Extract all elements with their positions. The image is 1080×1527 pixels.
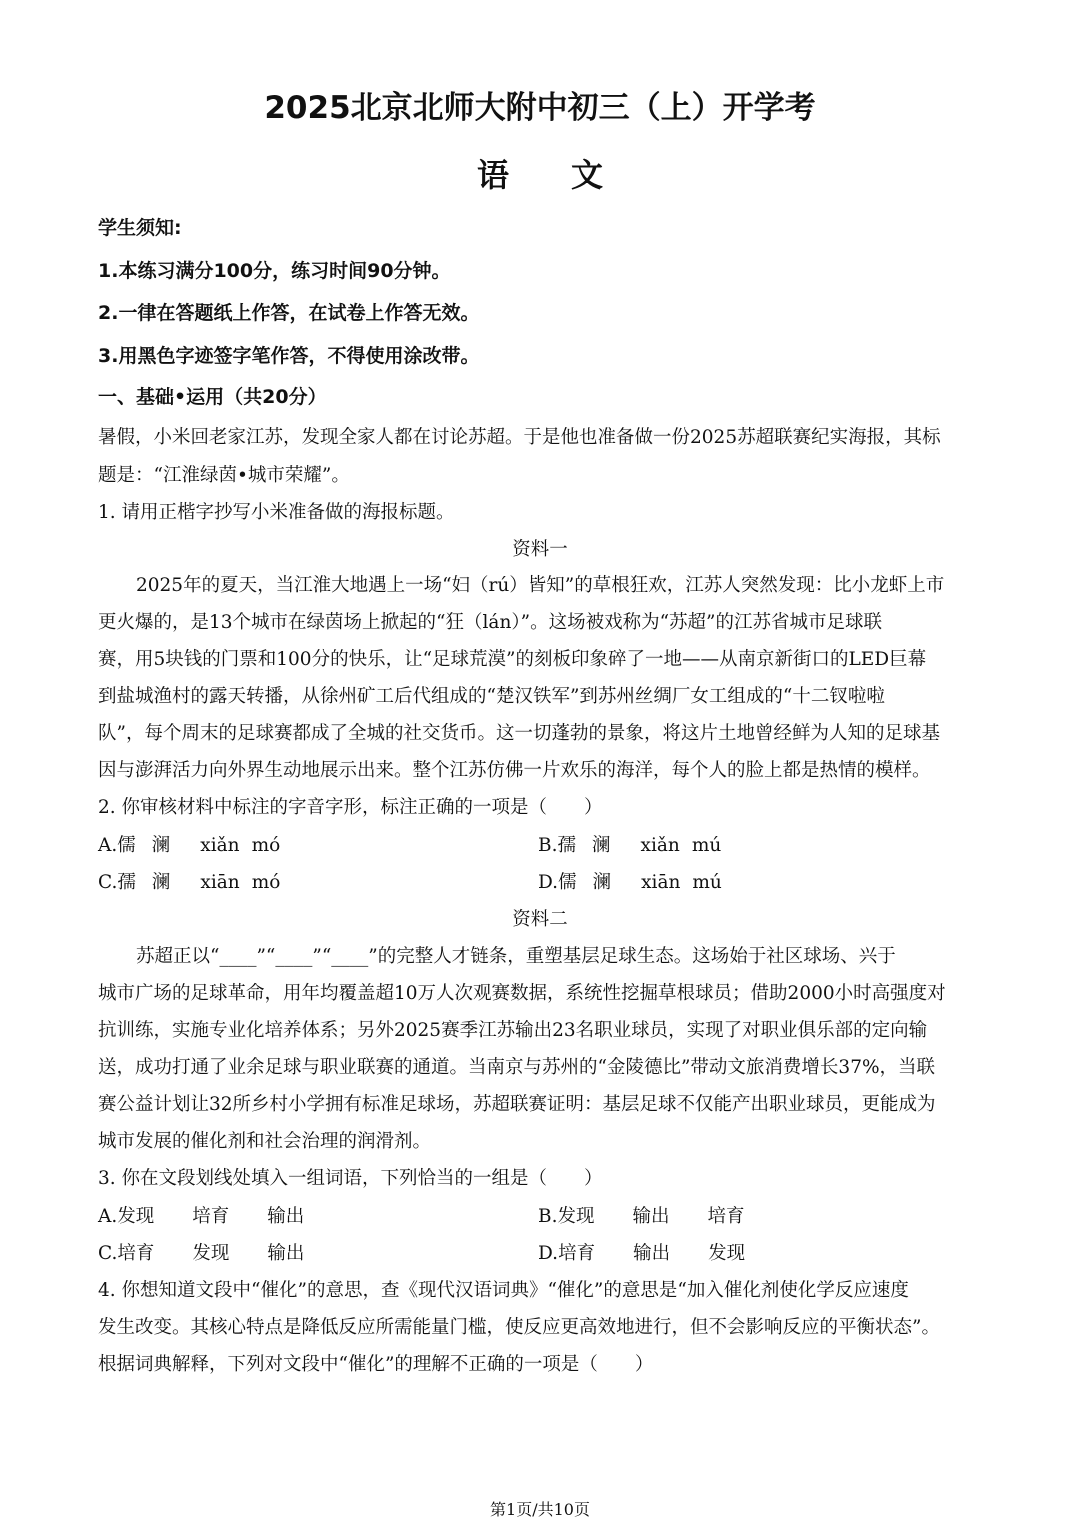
material-2-line: 送，成功打通了业余足球与职业联赛的通道。当南京与苏州的“金陵德比”带动文旅消费增长37%，当联 bbox=[98, 1057, 936, 1078]
question-4-line: 根据词典解释，下列对文段中“催化”的理解不正确的一项是（ ） bbox=[98, 1354, 654, 1375]
material-2-line: 抗训练，实施专业化培养体系；另外2025赛季江苏输出23名职业球员，实现了对职业俱乐部的定向输 bbox=[98, 1020, 928, 1041]
material-2-line: 赛公益计划让32所乡村小学拥有标准足球场，苏超联赛证明：基层足球不仅能产出职业球员，更能成为 bbox=[98, 1094, 936, 1115]
material-2-line: 苏超正以“____”“____”“____”的完整人才链条，重塑基层足球生态。这场始于社区球场、兴于 bbox=[136, 946, 896, 967]
material-1-line: 2025年的夏天，当江淮大地遇上一场“妇（rú）皆知”的草根狂欢，江苏人突然发现：比小龙虾上市 bbox=[136, 575, 945, 596]
section-intro-line: 暑假，小米回老家江苏，发现全家人都在讨论苏超。于是他也准备做一份2025苏超联赛纪实海报，其标 bbox=[98, 427, 941, 448]
material-1-line: 队”，每个周末的足球赛都成了全城的社交货币。这一切蓬勃的景象，将这片土地曾经鲜为人知的足球基 bbox=[98, 723, 940, 744]
page-footer: 第1页/共10页 bbox=[490, 1500, 590, 1519]
question-2: 2. 你审核材料中标注的字音字形，标注正确的一项是（ ） bbox=[98, 797, 603, 818]
material-2-line: 城市广场的足球革命，用年均覆盖超10万人次观赛数据，系统性挖掘草根球员；借助2000小时高强度对 bbox=[98, 983, 946, 1004]
material-1-line: 赛，用5块钱的门票和100分的快乐，让“足球荒漠”的刻板印象碎了一地——从南京新街口的LED巨幕 bbox=[98, 649, 927, 670]
section-heading: 一、基础•运用（共20分） bbox=[98, 386, 327, 408]
q2-option-b[interactable]: B.孺 澜 xiǎn mú bbox=[538, 835, 722, 856]
q3-option-d[interactable]: D.培育 输出 发现 bbox=[538, 1243, 746, 1264]
material-2-line: 城市发展的催化剂和社会治理的润滑剂。 bbox=[98, 1131, 432, 1152]
material-2-label: 资料二 bbox=[512, 909, 568, 930]
subject-char-1: 语 bbox=[476, 156, 509, 194]
question-4-line: 发生改变。其核心特点是降低反应所需能量门槛，使反应更高效地进行，但不会影响反应的平衡状态”。 bbox=[98, 1317, 940, 1338]
subject-title bbox=[0, 150, 1080, 196]
q2-option-a[interactable]: A.儒 澜 xiǎn mó bbox=[98, 835, 281, 856]
exam-title: 2025北京北师大附中初三（上）开学考 bbox=[264, 90, 816, 126]
notice-item: 3.用黑色字迹签字笔作答，不得使用涂改带。 bbox=[98, 345, 480, 367]
notice-item: 1.本练习满分100分，练习时间90分钟。 bbox=[98, 260, 451, 282]
q2-option-d[interactable]: D.儒 澜 xiān mú bbox=[538, 872, 722, 893]
notice-heading: 学生须知: bbox=[98, 217, 182, 239]
material-1-line: 更火爆的，是13个城市在绿茵场上掀起的“狂（lán）”。这场被戏称为“苏超”的江苏省城市足球联 bbox=[98, 612, 882, 633]
question-1: 1. 请用正楷字抄写小米准备做的海报标题。 bbox=[98, 502, 455, 523]
question-3: 3. 你在文段划线处填入一组词语，下列恰当的一组是（ ） bbox=[98, 1168, 603, 1189]
section-intro-line: 题是：“江淮绿茵•城市荣耀”。 bbox=[98, 465, 350, 486]
q3-option-a[interactable]: A.发现 培育 输出 bbox=[98, 1206, 305, 1227]
q3-option-c[interactable]: C.培育 发现 输出 bbox=[98, 1243, 305, 1264]
material-1-line: 到盐城渔村的露天转播，从徐州矿工后代组成的“楚汉铁军”到苏州丝绸厂女工组成的“十二钗啦啦 bbox=[98, 686, 885, 707]
question-4-line: 4. 你想知道文段中“催化”的意思，查《现代汉语词典》“催化”的意思是“加入催化剂使化学反应速度 bbox=[98, 1280, 909, 1301]
subject-char-2: 文 bbox=[571, 156, 604, 194]
q3-option-b[interactable]: B.发现 输出 培育 bbox=[538, 1206, 745, 1227]
material-1-line: 因与澎湃活力向外界生动地展示出来。整个江苏仿佛一片欢乐的海洋，每个人的脸上都是热情的模样。 bbox=[98, 760, 931, 781]
notice-item: 2.一律在答题纸上作答，在试卷上作答无效。 bbox=[98, 302, 480, 324]
q2-option-c[interactable]: C.孺 澜 xiān mó bbox=[98, 872, 281, 893]
material-1-label: 资料一 bbox=[512, 539, 568, 560]
